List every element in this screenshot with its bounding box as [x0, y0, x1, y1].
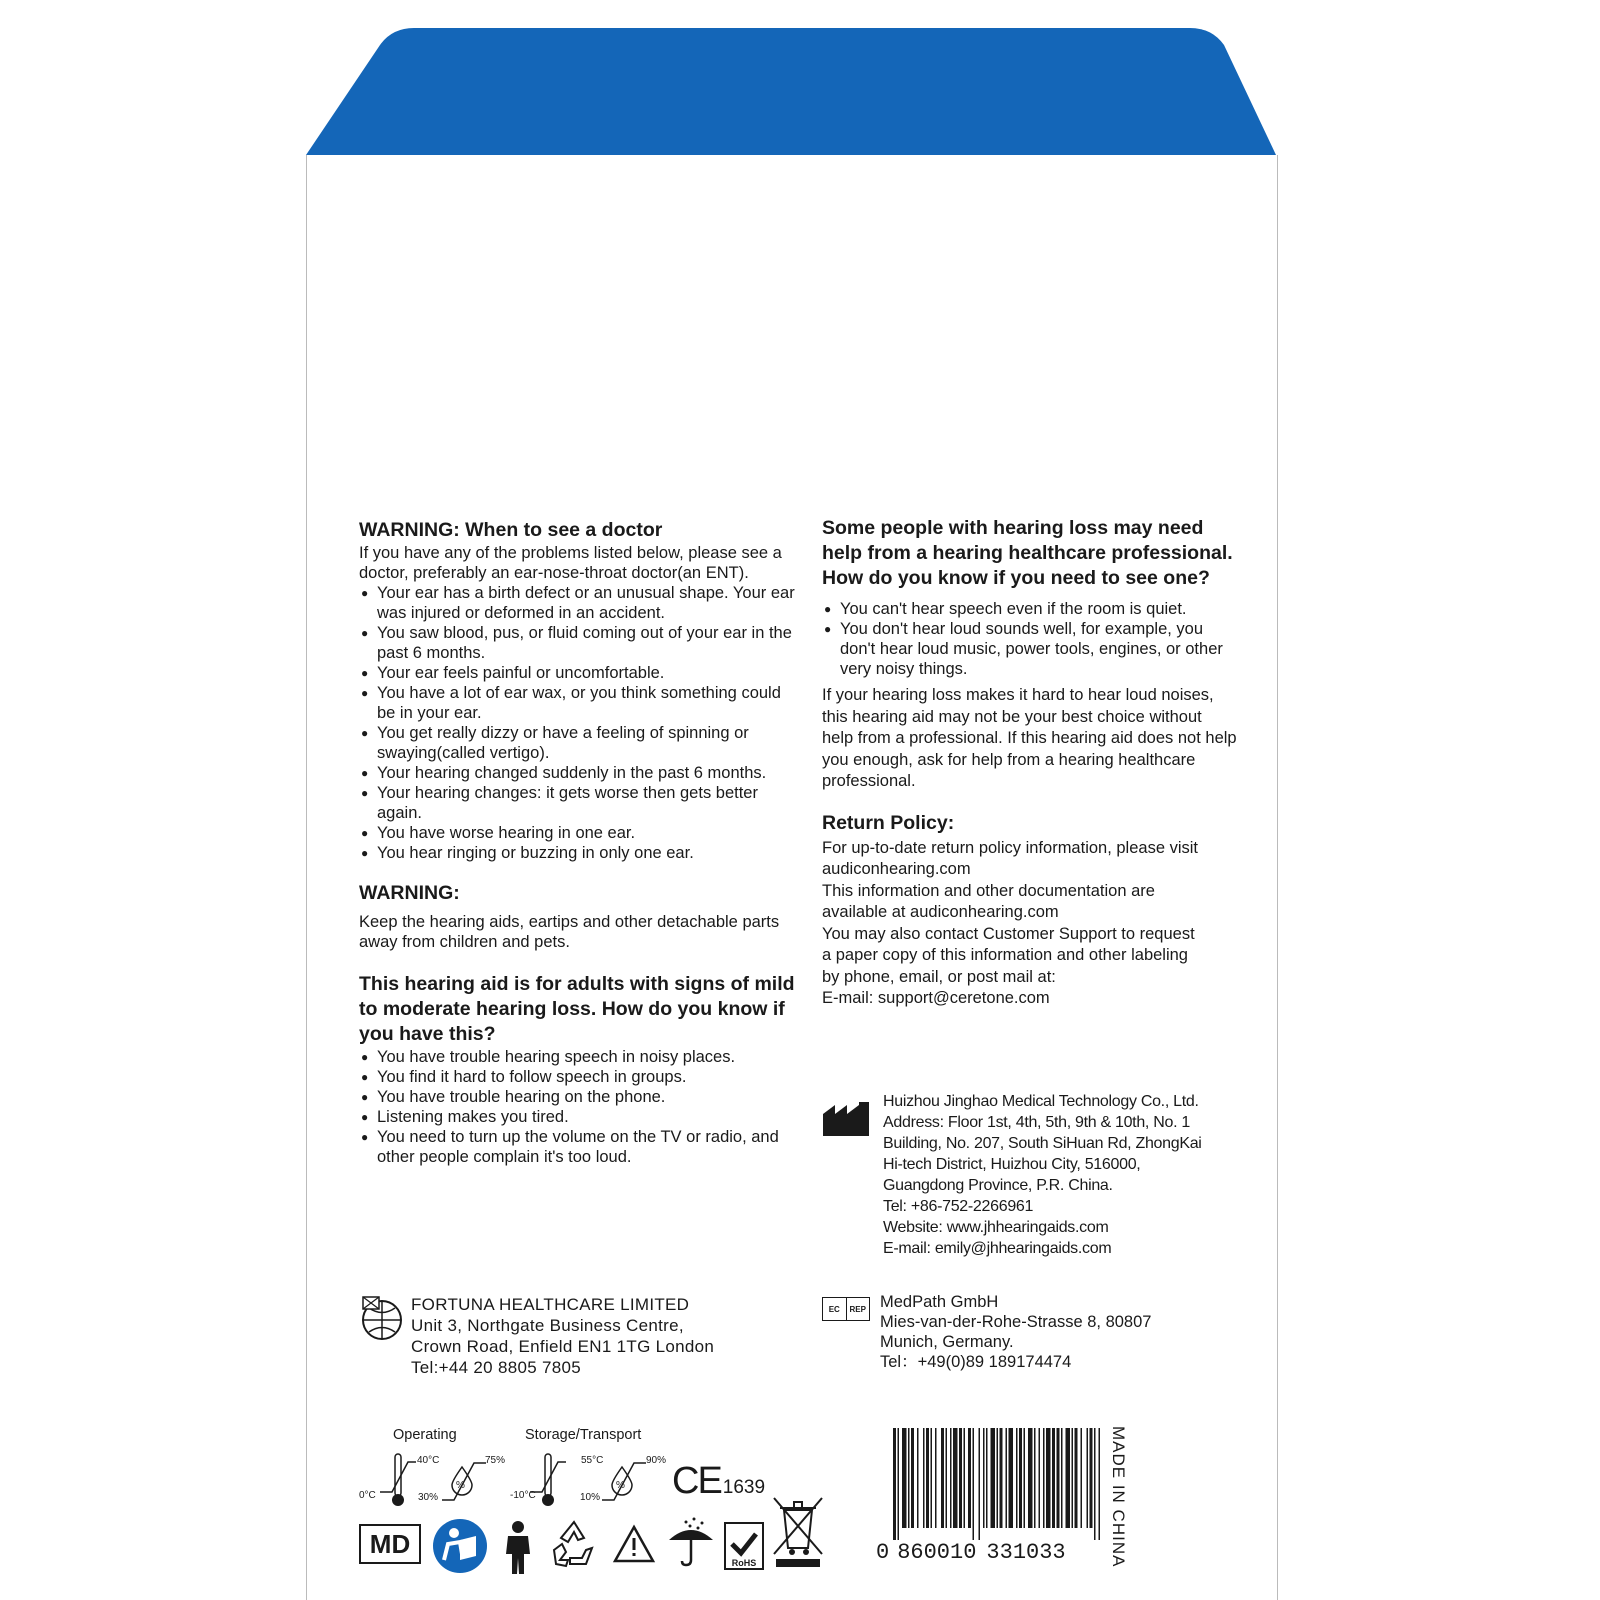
return-line: audiconhearing.com	[822, 860, 971, 878]
keep-dry-icon	[666, 1516, 716, 1568]
manufacturer-line: Building, No. 207, South SiHuan Rd, ZhongKai	[883, 1135, 1202, 1152]
return-line: For up-to-date return policy information, please visit	[822, 838, 1199, 857]
return-policy-text	[822, 838, 1237, 1010]
list-item: ● You have trouble hearing speech in noisy places.	[359, 1047, 799, 1067]
barcode-bar	[1034, 1428, 1036, 1528]
uk-rep-line: Unit 3, Northgate Business Centre,	[411, 1316, 684, 1335]
list-item: ● Listening makes you tired.	[359, 1107, 799, 1127]
manufacturer-line: Guangdong Province, P.R. China.	[883, 1177, 1113, 1194]
adults-title: This hearing aid is for adults with signs of mild to moderate hearing loss. How do you know if you have this?	[359, 973, 795, 1045]
list-item: ● Your ear feels painful or uncomfortable.	[359, 663, 799, 683]
ec-rep-line: MedPath GmbH	[880, 1293, 999, 1311]
barcode-bar	[991, 1428, 996, 1528]
barcode-bar	[902, 1428, 907, 1528]
barcode	[893, 1428, 1103, 1540]
warning-doctor-title: WARNING: When to see a doctor	[359, 519, 663, 541]
list-item: ● Your hearing changed suddenly in the past 6 months.	[359, 763, 799, 783]
ec-rep-badge	[822, 1297, 870, 1321]
barcode-bar	[953, 1428, 958, 1528]
barcode-bar	[1057, 1428, 1060, 1528]
list-item: ● You have trouble hearing on the phone.	[359, 1087, 799, 1107]
barcode-bar	[968, 1428, 971, 1528]
op-hum-high: 75%	[485, 1455, 506, 1466]
return-line: You may also contact Customer Support to request	[822, 924, 1195, 943]
ec-rep-line: Tel：+49(0)89 189174474	[880, 1353, 1072, 1371]
barcode-bar	[935, 1428, 937, 1528]
ce-icon	[672, 1460, 765, 1503]
st-hum-low: 10%	[580, 1492, 601, 1503]
ec-rep-line: Munich, Germany.	[880, 1333, 1014, 1351]
made-in-label: MADE IN CHINA	[1109, 1426, 1128, 1568]
uk-rep-line: FORTUNA HEALTHCARE LIMITED	[411, 1295, 690, 1314]
rohs-icon	[724, 1522, 764, 1570]
barcode-bar	[946, 1428, 948, 1528]
ec-rep-address	[880, 1292, 1151, 1372]
professional-title: Some people with hearing loss may need help from a hearing healthcare professional. How do you know if you need to see one?	[822, 517, 1233, 589]
list-item: ● You saw blood, pus, or fluid coming out of your ear in the past 6 months.	[359, 623, 799, 663]
manufacturer-line: E-mail: emily@jhhearingaids.com	[883, 1240, 1112, 1257]
adults-list	[359, 1047, 799, 1167]
manufacturer-line: Tel: +86-752-2266961	[883, 1198, 1034, 1215]
barcode-number	[876, 1540, 1066, 1565]
st-hum-high: 90%	[646, 1455, 667, 1466]
op-temp-low: 0°C	[359, 1490, 376, 1501]
barcode-bar	[1066, 1428, 1071, 1528]
warning-doctor-intro: If you have any of the problems listed below, please see a doctor, preferably an ear-nose-throat doctor(an ENT).	[359, 544, 782, 582]
svg-text:%: %	[616, 1480, 625, 1491]
barcode-bar	[979, 1428, 981, 1540]
return-line: by phone, email, or post mail at:	[822, 967, 1056, 986]
barcode-bar	[983, 1428, 985, 1528]
list-item: ● Your hearing changes: it gets worse then gets better again.	[359, 783, 799, 823]
barcode-bar	[893, 1428, 896, 1540]
operating-label: Operating	[393, 1427, 457, 1443]
svg-text:%: %	[456, 1480, 465, 1491]
rohs-label: RoHS	[731, 1558, 757, 1568]
applied-part-icon	[500, 1520, 536, 1576]
weee-bin-icon	[770, 1494, 826, 1568]
barcode-bar	[1081, 1428, 1083, 1528]
list-item: ● You have worse hearing in one ear.	[359, 823, 799, 843]
barcode-bar	[1028, 1428, 1033, 1528]
list-item: ● You have a lot of ear wax, or you think something could be in your ear.	[359, 683, 799, 723]
manufacturer-line: Website: www.jhhearingaids.com	[883, 1219, 1109, 1236]
barcode-bar	[1052, 1428, 1055, 1528]
warning-children-title: WARNING:	[359, 882, 460, 904]
barcode-bar	[941, 1428, 944, 1528]
list-item: ● You need to turn up the volume on the TV or radio, and other people complain it's too loud.	[359, 1127, 799, 1167]
barcode-bar	[898, 1428, 900, 1540]
barcode-bar	[1046, 1428, 1051, 1528]
barcode-bar	[986, 1428, 988, 1528]
barcode-bar	[1072, 1428, 1074, 1528]
barcode-bar	[1039, 1428, 1041, 1528]
thermometer-icon	[530, 1450, 570, 1510]
check-mark-icon	[729, 1530, 759, 1558]
warning-children-text: Keep the hearing aids, eartips and other detachable parts away from children and pets.	[359, 913, 780, 951]
barcode-bar	[1094, 1428, 1096, 1540]
list-item: ● You find it hard to follow speech in groups.	[359, 1067, 799, 1087]
barcode-bar	[1019, 1428, 1022, 1528]
st-temp-high: 55°C	[581, 1455, 604, 1466]
professional-text: If your hearing loss makes it hard to hear loud noises, this hearing aid may not be your best choice without help from a professional. If this hearing aid does not help you enough, ask for help from a hearing healthcare professional.	[822, 686, 1237, 790]
op-temp-high: 40°C	[417, 1455, 440, 1466]
manufacturer-line: Huizhou Jinghao Medical Technology Co., Ltd.	[883, 1093, 1199, 1110]
uk-rep-icon	[359, 1295, 405, 1341]
professional-list	[822, 599, 1237, 679]
op-hum-low: 30%	[418, 1492, 439, 1503]
barcode-right-digits: 331033	[986, 1540, 1066, 1565]
barcode-bar	[950, 1428, 952, 1528]
barcode-bar	[926, 1428, 929, 1528]
barcode-bar	[1099, 1428, 1101, 1540]
st-temp-low: -10°C	[510, 1490, 536, 1501]
return-policy-title: Return Policy:	[822, 811, 955, 834]
left-column	[359, 518, 799, 1167]
humidity-icon	[440, 1455, 490, 1505]
barcode-bar	[931, 1428, 933, 1528]
manufacturer-icon	[823, 1102, 873, 1136]
uk-rep-line: Crown Road, Enfield EN1 1TG London	[411, 1337, 715, 1356]
barcode-bar	[997, 1428, 999, 1528]
return-line: E-mail: support@ceretone.com	[822, 989, 1050, 1007]
ce-mark: CE	[672, 1460, 721, 1502]
manufacturer-address	[883, 1091, 1243, 1259]
ec-label: EC	[823, 1298, 847, 1320]
barcode-bar	[1043, 1428, 1045, 1528]
barcode-bar	[964, 1428, 966, 1528]
barcode-bar	[1009, 1428, 1014, 1528]
manufacturer-line: Hi-tech District, Huizhou City, 516000,	[883, 1156, 1141, 1173]
caution-icon	[612, 1524, 656, 1564]
barcode-bar	[1090, 1428, 1093, 1528]
humidity-icon	[600, 1455, 650, 1505]
read-manual-icon	[432, 1518, 488, 1574]
barcode-bar	[917, 1428, 919, 1528]
list-item: ● You don't hear loud sounds well, for example, you don't hear loud music, power tools, engines, or other very noisy things.	[822, 619, 1237, 679]
return-line: This information and other documentation are	[822, 881, 1155, 900]
barcode-bar	[1024, 1428, 1026, 1528]
barcode-bar	[908, 1428, 910, 1528]
right-column	[822, 516, 1237, 1010]
warning-doctor-list	[359, 583, 799, 863]
md-icon	[359, 1524, 421, 1564]
return-line: a paper copy of this information and other labeling	[822, 946, 1188, 964]
barcode-bar	[1087, 1428, 1089, 1528]
list-item: ● You can't hear speech even if the room is quiet.	[822, 599, 1237, 619]
recycle-icon	[548, 1518, 600, 1570]
rep-label: REP	[849, 1304, 866, 1314]
barcode-bar	[911, 1428, 914, 1528]
storage-label: Storage/Transport	[525, 1427, 642, 1443]
barcode-bar	[923, 1428, 925, 1528]
barcode-bar	[1000, 1428, 1003, 1528]
barcode-left-digits: 860010	[897, 1540, 977, 1565]
barcode-bar	[1006, 1428, 1008, 1528]
list-item: ● Your ear has a birth defect or an unusual shape. Your ear was injured or deformed in an accident.	[359, 583, 799, 623]
return-line: available at audiconhearing.com	[822, 903, 1059, 921]
list-item: ● You hear ringing or buzzing in only one ear.	[359, 843, 799, 863]
barcode-bar	[959, 1428, 962, 1528]
list-item: ● You get really dizzy or have a feeling of spinning or swaying(called vertigo).	[359, 723, 799, 763]
md-label: MD	[369, 1528, 411, 1559]
ec-rep-line: Mies-van-der-Rohe-Strasse 8, 80807	[880, 1313, 1152, 1331]
thermometer-icon	[380, 1450, 420, 1510]
uk-rep-line: Tel:+44 20 8805 7805	[411, 1358, 582, 1377]
barcode-bar	[1075, 1428, 1078, 1528]
uk-rep-address	[411, 1294, 714, 1378]
manufacturer-line: Address: Floor 1st, 4th, 5th, 9th & 10th, No. 1	[883, 1114, 1190, 1131]
ce-number: 1639	[722, 1477, 766, 1498]
barcode-prefix: 0	[876, 1540, 890, 1565]
barcode-bar	[973, 1428, 975, 1540]
barcode-bar	[1016, 1428, 1018, 1528]
barcode-bar	[1061, 1428, 1063, 1528]
